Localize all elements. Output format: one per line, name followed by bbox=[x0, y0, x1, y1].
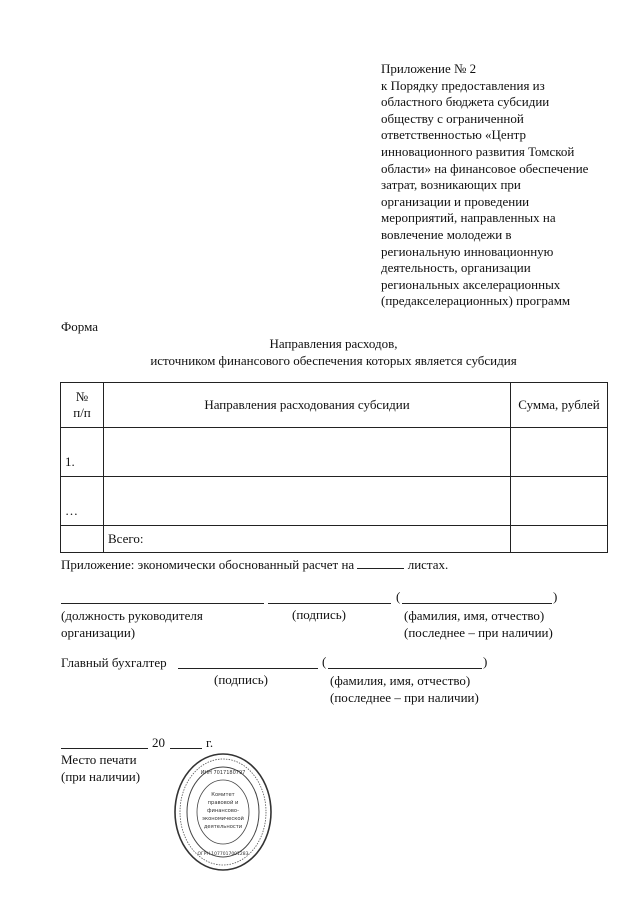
open-paren-2: ( bbox=[322, 654, 327, 669]
form-label: Форма bbox=[61, 319, 98, 334]
expense-table bbox=[60, 382, 608, 553]
annex-line: деятельность, организации bbox=[381, 260, 531, 276]
stamp-center-line: Комитет bbox=[211, 792, 235, 798]
year-suffix: г. bbox=[206, 735, 214, 750]
header-direction: Направления расходования субсидии bbox=[104, 383, 511, 428]
annex-line: ответственностью «Центр bbox=[381, 127, 526, 143]
annex-line: области» на финансовое обеспечение bbox=[381, 160, 589, 176]
close-paren-2: ) bbox=[483, 654, 488, 669]
head-position-line[interactable] bbox=[61, 603, 264, 604]
stamp-center-line: финансово- bbox=[207, 808, 239, 814]
year-prefix: 20 bbox=[152, 735, 165, 750]
fio-text: (фамилия, имя, отчество) bbox=[404, 608, 545, 623]
header-num-line: № bbox=[75, 389, 89, 404]
annex-line: (предакселерационных) программ bbox=[381, 293, 571, 309]
heading-line-1: Направления расходов, bbox=[269, 336, 398, 351]
fio-note-text: (последнее – при наличии) bbox=[404, 625, 553, 640]
appendix-prefix: Приложение: экономически обоснованный расчет на bbox=[61, 557, 355, 572]
table-row bbox=[61, 477, 608, 526]
accountant-fio-line[interactable] bbox=[328, 668, 482, 669]
header-num-line: п/п bbox=[73, 405, 91, 420]
total-label: Всего: bbox=[104, 526, 511, 553]
total-sum[interactable] bbox=[511, 526, 608, 553]
annex-line: региональную инновационную bbox=[381, 243, 554, 259]
sheets-count-field[interactable] bbox=[357, 558, 404, 569]
accountant-fio-caption bbox=[330, 672, 479, 706]
annex-line: мероприятий, направленных на bbox=[381, 210, 556, 226]
annex-line: вовлечение молодежи в bbox=[381, 226, 512, 242]
fio-text: (фамилия, имя, отчество) bbox=[330, 673, 471, 688]
chief-accountant-label: Главный бухгалтер bbox=[61, 655, 167, 670]
annex-line: организации и проведении bbox=[381, 193, 530, 209]
heading-line-2: источником финансового обеспечения которых является субсидия bbox=[150, 352, 517, 368]
stamp-place-label bbox=[61, 751, 140, 785]
stamp-inn: ИНН 7017180797 bbox=[200, 770, 246, 776]
head-fio-line[interactable] bbox=[402, 603, 552, 604]
annex-line: инновационного развития Томской bbox=[381, 143, 575, 159]
document-heading bbox=[60, 336, 607, 369]
annex-line: затрат, возникающих при bbox=[381, 177, 521, 193]
row-direction[interactable] bbox=[104, 428, 511, 477]
stamp-center-text bbox=[202, 792, 244, 830]
table-header-row bbox=[61, 383, 608, 428]
header-num bbox=[61, 383, 104, 428]
stamp-place-text: Место печати bbox=[61, 752, 137, 767]
header-sum: Сумма, рублей bbox=[511, 383, 608, 428]
head-position-text-2: организации) bbox=[61, 625, 136, 640]
row-direction[interactable] bbox=[104, 477, 511, 526]
annex-line: обществу с ограниченной bbox=[381, 110, 524, 126]
table-row bbox=[61, 428, 608, 477]
open-paren: ( bbox=[396, 589, 401, 604]
annex-block bbox=[381, 61, 626, 310]
total-num-cell bbox=[61, 526, 104, 553]
date-day-month-line[interactable] bbox=[61, 748, 148, 749]
accountant-signature-caption: (подпись) bbox=[214, 672, 268, 687]
head-position-caption bbox=[61, 607, 203, 641]
stamp-ogrn: ОГРН 1077017001283 bbox=[197, 852, 249, 857]
annex-line: региональных акселерационных bbox=[381, 276, 561, 292]
row-sum[interactable] bbox=[511, 477, 608, 526]
appendix-suffix: листах. bbox=[407, 557, 449, 572]
annex-line: к Порядку предоставления из bbox=[381, 77, 545, 93]
annex-line: Приложение № 2 bbox=[381, 61, 477, 76]
close-paren: ) bbox=[553, 589, 558, 604]
stamp-center-line: деятельности bbox=[203, 824, 243, 830]
stamp-center-line: правовой и bbox=[207, 800, 239, 806]
appendix-note bbox=[61, 557, 448, 573]
row-num: … bbox=[61, 477, 104, 526]
table-total-row bbox=[61, 526, 608, 553]
annex-line: областного бюджета субсидии bbox=[381, 94, 550, 110]
head-fio-caption bbox=[404, 607, 553, 641]
fio-note-text: (последнее – при наличии) bbox=[330, 690, 479, 705]
row-num: 1. bbox=[61, 428, 104, 477]
official-stamp bbox=[173, 752, 273, 872]
stamp-center-line: экономической bbox=[202, 816, 244, 822]
stamp-place-note: (при наличии) bbox=[61, 769, 141, 784]
head-signature-line[interactable] bbox=[268, 603, 391, 604]
accountant-signature-line[interactable] bbox=[178, 668, 318, 669]
head-position-text: (должность руководителя bbox=[61, 608, 203, 623]
date-year-line[interactable] bbox=[170, 748, 202, 749]
head-signature-caption: (подпись) bbox=[292, 607, 346, 622]
row-sum[interactable] bbox=[511, 428, 608, 477]
